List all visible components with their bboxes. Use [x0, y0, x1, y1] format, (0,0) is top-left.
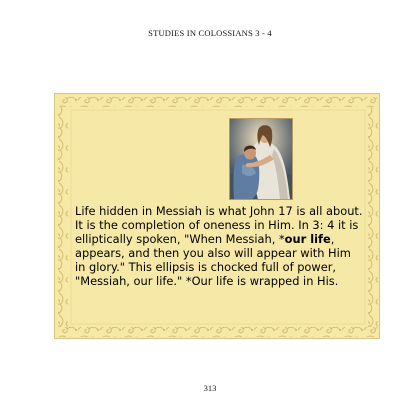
page-number: 313: [203, 383, 217, 393]
quote-text: [75, 204, 363, 289]
quote-text-part-2: , appears, and then you also will appear with Him in glory." This ellipsis is chocked full of power, "Messiah, our life." *Our life is wrapped in His.: [75, 232, 351, 289]
embrace-painting-icon: [230, 119, 292, 199]
quote-card: [54, 93, 380, 339]
painting-image: [229, 118, 293, 200]
quote-text-bold: our life: [284, 232, 331, 247]
running-header: STUDIES IN COLOSSIANS 3 - 4: [148, 28, 272, 38]
quote-text-part-1: Life hidden in Messiah is what John 17 is all about. It is the completion of oneness in Him. In 3: 4 it is elliptically spoken, "When Messiah, *: [75, 204, 363, 247]
